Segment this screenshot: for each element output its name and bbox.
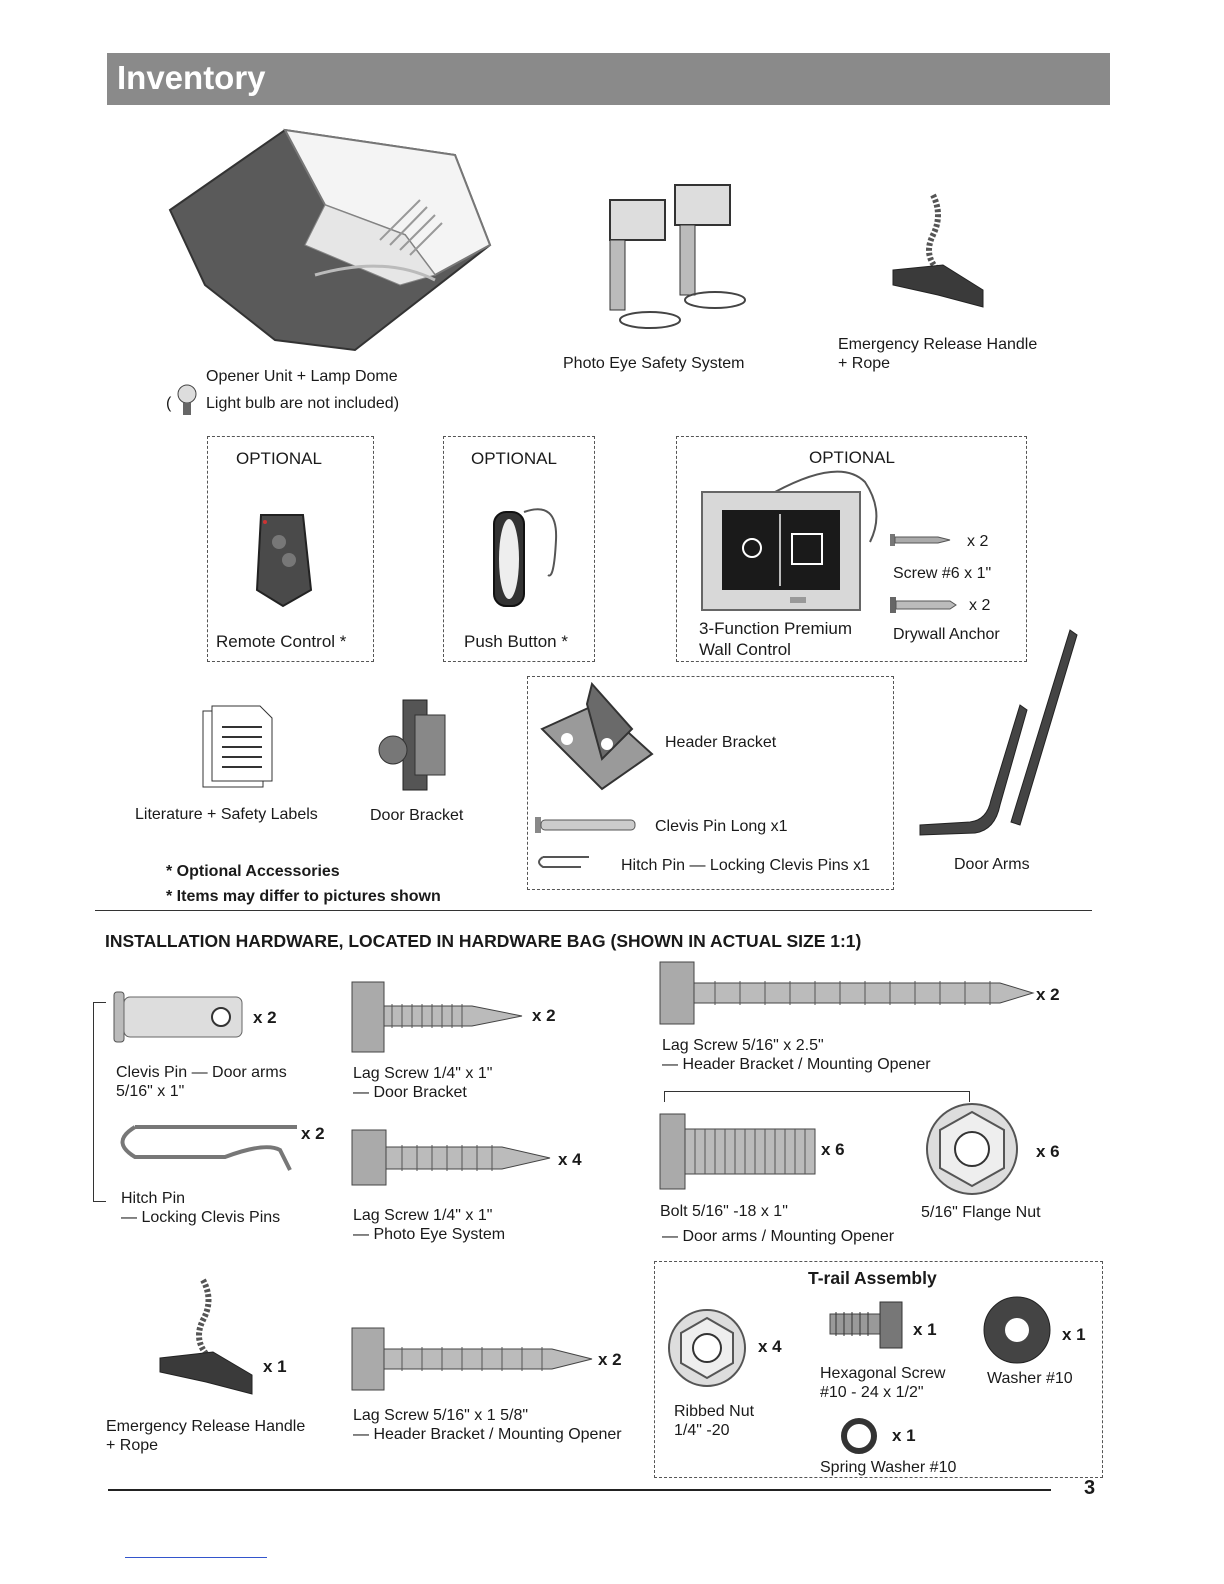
- light-bulb-icon: [176, 383, 198, 419]
- hardware-heading: INSTALLATION HARDWARE, LOCATED IN HARDWARE BAG (SHOWN IN ACTUAL SIZE 1:1): [105, 931, 862, 951]
- lag-screw-photo-icon: [352, 1130, 552, 1185]
- note-optional: * Optional Accessories: [166, 863, 340, 880]
- literature-label: Literature + Safety Labels: [135, 806, 318, 823]
- screw-6-label: Screw #6 x 1": [893, 565, 992, 582]
- push-button-label: Push Button *: [464, 632, 568, 651]
- lag-screw-door-label-1: Lag Screw 1/4" x 1": [353, 1065, 493, 1082]
- opener-unit-illustration: [165, 125, 495, 360]
- bolt-icon: [660, 1114, 818, 1189]
- page-title: Inventory: [117, 59, 266, 96]
- remote-control-icon: [253, 510, 315, 608]
- bolt-label-2: — Door arms / Mounting Opener: [662, 1228, 895, 1245]
- optional-title-1: OPTIONAL: [236, 449, 322, 468]
- optional-title-3: OPTIONAL: [809, 448, 895, 467]
- lag-screw-door-icon: [352, 982, 524, 1052]
- hex-screw-label-1: Hexagonal Screw: [820, 1365, 946, 1382]
- release-handle-illustration: [888, 195, 988, 315]
- footer-rule: [108, 1489, 1051, 1491]
- hitch-pin-label-1: Hitch Pin: [121, 1190, 186, 1207]
- lag-screw-header-short-qty: x 2: [598, 1350, 622, 1369]
- wall-control-label-1: 3-Function Premium: [699, 619, 853, 638]
- washer-icon: [983, 1296, 1051, 1364]
- clevis-pin-long-label: Clevis Pin Long x1: [655, 818, 788, 835]
- drywall-anchor-label: Drywall Anchor: [893, 626, 1000, 643]
- clevis-pin-label-1: Clevis Pin — Door arms: [116, 1064, 287, 1081]
- photo-eye-label: Photo Eye Safety System: [563, 355, 745, 372]
- hitch-pin-qty: x 2: [301, 1124, 325, 1143]
- release-handle-qty: x 1: [263, 1357, 287, 1376]
- hitch-pin-small-icon: [535, 853, 591, 871]
- bulb-note-paren: (: [166, 395, 172, 412]
- lag-screw-photo-label-2: — Photo Eye System: [353, 1226, 506, 1243]
- flange-nut-label: 5/16" Flange Nut: [921, 1204, 1041, 1221]
- wall-control-icon: [700, 462, 890, 612]
- hitch-pin-icon: [115, 1122, 300, 1172]
- door-bracket-label: Door Bracket: [370, 807, 464, 824]
- hitch-pin-label-2: — Locking Clevis Pins: [121, 1209, 281, 1226]
- lag-screw-header-qty: x 2: [1036, 985, 1060, 1004]
- ribbed-nut-qty: x 4: [758, 1337, 782, 1356]
- spring-washer-label: Spring Washer #10: [820, 1459, 957, 1476]
- bottom-link-rule: [125, 1557, 267, 1558]
- lag-screw-header-short-label-2: — Header Bracket / Mounting Opener: [353, 1426, 622, 1443]
- release-handle-hw-label-1: Emergency Release Handle: [106, 1418, 306, 1435]
- lag-screw-door-qty: x 2: [532, 1006, 556, 1025]
- hitch-pin-label: Hitch Pin — Locking Clevis Pins x1: [621, 857, 870, 874]
- note-differ: * Items may differ to pictures shown: [166, 888, 441, 905]
- hex-screw-label-2: #10 - 24 x 1/2": [820, 1384, 924, 1401]
- inventory-banner: [107, 53, 1110, 105]
- clevis-pin-long-icon: [535, 815, 637, 835]
- drywall-anchor-qty: x 2: [969, 597, 991, 614]
- trail-title: T-rail Assembly: [808, 1268, 937, 1288]
- ribbed-nut-label-2: 1/4" -20: [674, 1422, 730, 1439]
- lag-screw-header-icon: [660, 962, 1035, 1024]
- header-bracket-icon: [537, 684, 657, 794]
- release-handle-label-1: Emergency Release Handle: [838, 336, 1038, 353]
- door-arms-label: Door Arms: [954, 856, 1030, 873]
- clevis-pin-label-2: 5/16" x 1": [116, 1083, 185, 1100]
- page-number: 3: [1084, 1477, 1096, 1499]
- drywall-anchor-icon: [890, 596, 958, 614]
- hex-screw-qty: x 1: [913, 1320, 937, 1339]
- header-bracket-label: Header Bracket: [665, 734, 777, 751]
- release-handle-hw-label-2: + Rope: [106, 1437, 159, 1454]
- opener-label: Opener Unit + Lamp Dome: [206, 368, 398, 385]
- clevis-pin-qty: x 2: [253, 1008, 277, 1027]
- lag-screw-header-label-1: Lag Screw 5/16" x 2.5": [662, 1037, 824, 1054]
- section-divider: [95, 910, 1092, 911]
- wall-control-label-2: Wall Control: [699, 640, 791, 659]
- bolt-label-1: Bolt 5/16" -18 x 1": [660, 1203, 788, 1220]
- spring-washer-qty: x 1: [892, 1426, 916, 1445]
- remote-label: Remote Control *: [216, 632, 347, 651]
- lag-screw-photo-qty: x 4: [558, 1150, 582, 1169]
- literature-icon: [202, 705, 274, 789]
- screw-6-qty: x 2: [967, 533, 989, 550]
- screw-6-icon: [890, 532, 952, 548]
- release-handle-label-2: + Rope: [838, 355, 891, 372]
- lag-screw-header-label-2: — Header Bracket / Mounting Opener: [662, 1056, 931, 1073]
- clevis-group-bracket: [93, 1002, 106, 1202]
- release-handle-small-icon: [158, 1280, 254, 1400]
- washer-qty: x 1: [1062, 1325, 1086, 1344]
- door-arms-icon: [915, 625, 1080, 840]
- lag-screw-header-short-icon: [352, 1328, 594, 1390]
- lag-screw-photo-label-1: Lag Screw 1/4" x 1": [353, 1207, 493, 1224]
- push-button-icon: [488, 500, 568, 612]
- bolt-qty: x 6: [821, 1140, 845, 1159]
- washer-label: Washer #10: [987, 1370, 1073, 1387]
- hex-screw-icon: [830, 1302, 904, 1350]
- flange-nut-qty: x 6: [1036, 1142, 1060, 1161]
- bulb-note: Light bulb are not included): [206, 395, 400, 412]
- photo-eye-illustration: [585, 175, 760, 335]
- spring-washer-icon: [840, 1417, 878, 1455]
- lag-screw-header-short-label-1: Lag Screw 5/16" x 1 5/8": [353, 1407, 529, 1424]
- flange-nut-icon: [925, 1102, 1020, 1197]
- ribbed-nut-label-1: Ribbed Nut: [674, 1403, 755, 1420]
- optional-title-2: OPTIONAL: [471, 449, 557, 468]
- door-bracket-icon: [375, 695, 455, 795]
- clevis-pin-icon: [114, 992, 244, 1042]
- bolt-group-bracket: [664, 1091, 970, 1102]
- ribbed-nut-icon: [667, 1308, 747, 1388]
- lag-screw-door-label-2: — Door Bracket: [353, 1084, 467, 1101]
